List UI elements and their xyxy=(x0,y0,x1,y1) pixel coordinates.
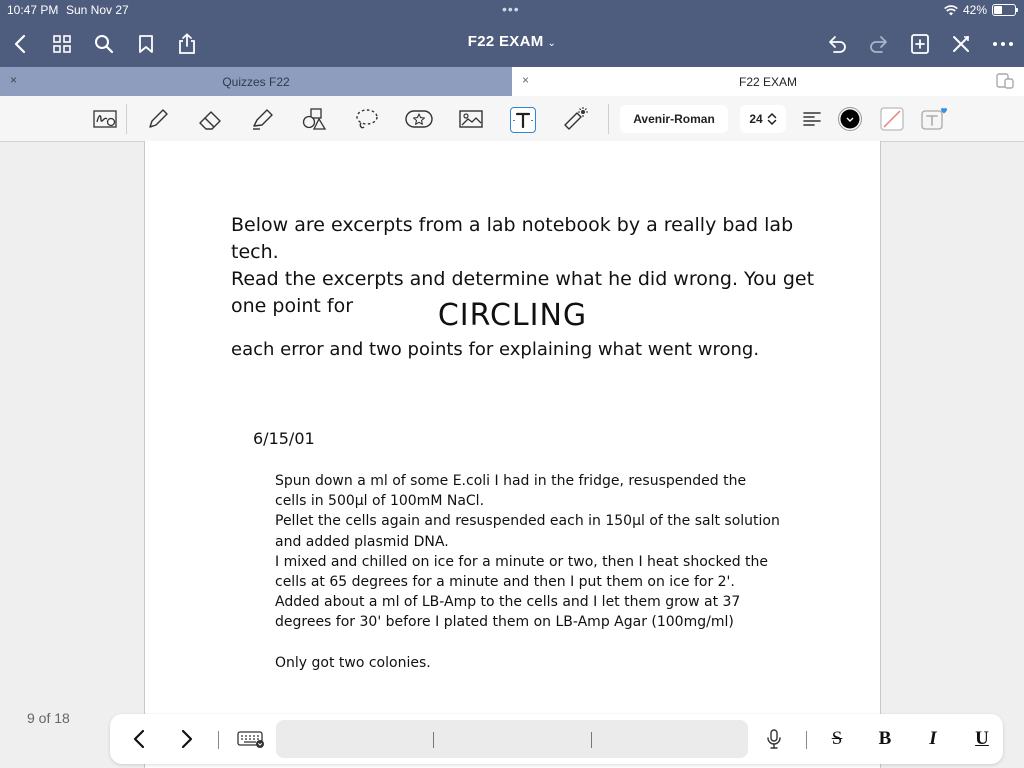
handwriting-zoom-icon[interactable] xyxy=(91,104,121,134)
instructions-continued: each error and two points for explaining what went wrong. xyxy=(231,339,760,360)
bar-divider xyxy=(218,731,219,749)
font-size-value: 24 xyxy=(749,112,763,126)
toolbar-divider xyxy=(126,104,127,134)
tab-bar xyxy=(0,67,1024,96)
toolbar-divider xyxy=(608,104,609,134)
text-style-icon[interactable] xyxy=(919,104,949,134)
instructions-line: Read the excerpts and determine what he did wrong. You get xyxy=(231,268,815,290)
eraser-icon[interactable] xyxy=(195,104,225,134)
lasso-icon[interactable] xyxy=(352,104,382,134)
suggestion-field[interactable] xyxy=(276,720,748,758)
tab-close-icon[interactable]: × xyxy=(522,73,530,87)
close-tools-icon[interactable] xyxy=(946,29,976,59)
notebook-excerpt xyxy=(275,471,795,673)
status-date: Sun Nov 27 xyxy=(66,3,129,17)
italic-button[interactable]: I xyxy=(929,728,937,749)
add-page-icon[interactable] xyxy=(905,29,935,59)
undo-icon[interactable] xyxy=(822,29,852,59)
notebook-line: and added plasmid DNA. xyxy=(275,533,449,550)
keyboard-icon[interactable] xyxy=(235,724,267,754)
image-icon[interactable] xyxy=(456,104,486,134)
notebook-line: I mixed and chilled on ice for a minute or two, then I heat shocked the xyxy=(275,553,769,570)
underline-button[interactable]: U xyxy=(975,728,989,749)
next-icon[interactable] xyxy=(174,724,200,754)
notebook-line: cells in 500µl of 100mM NaCl. xyxy=(275,493,485,510)
multitasking-dots-icon[interactable]: ••• xyxy=(502,1,520,17)
annotation-toolbar xyxy=(0,96,1024,142)
document-title-text: F22 EXAM xyxy=(467,33,544,50)
notebook-line: degrees for 30' before I plated them on LB-Amp Agar (100mg/ml) xyxy=(275,614,734,631)
wifi-icon xyxy=(944,5,958,16)
text-color-swatch[interactable] xyxy=(835,104,865,134)
status-right xyxy=(944,3,1016,17)
microphone-icon[interactable] xyxy=(762,724,786,754)
navigation-bar xyxy=(0,22,1024,67)
more-icon[interactable] xyxy=(988,29,1018,59)
notebook-line: Spun down a ml of some E.coli I had in the fridge, resuspended the xyxy=(275,473,747,489)
page-counter[interactable]: 9 of 18 xyxy=(27,710,70,726)
redo-icon[interactable] xyxy=(864,29,894,59)
tab-close-icon[interactable]: × xyxy=(10,73,18,87)
emphasis-heading: CIRCLING xyxy=(437,298,588,333)
tab-f22-exam[interactable] xyxy=(512,67,1024,96)
keyboard-shortcut-bar xyxy=(110,714,1003,764)
highlighter-icon[interactable] xyxy=(247,104,277,134)
battery-percent: 42% xyxy=(962,3,987,17)
battery-icon xyxy=(992,4,1016,16)
notebook-line: Pellet the cells again and resuspended each in 150µl of the salt solution xyxy=(275,513,780,530)
status-bar xyxy=(0,0,1024,22)
spacer xyxy=(275,633,795,653)
laser-pointer-icon[interactable] xyxy=(561,104,591,134)
font-name-selector[interactable]: Avenir-Roman xyxy=(620,105,728,133)
suggestion-divider xyxy=(591,732,592,748)
bar-divider xyxy=(806,731,807,749)
status-time: 10:47 PM xyxy=(7,3,59,17)
text-fill-none-icon[interactable] xyxy=(877,104,907,134)
font-size-stepper[interactable] xyxy=(740,105,786,133)
suggestion-divider xyxy=(433,732,434,748)
tab-quizzes-f22[interactable] xyxy=(0,67,512,96)
notebook-line: Added about a ml of LB-Amp to the cells and I let them grow at 37 xyxy=(275,594,741,611)
chevron-up-down-icon xyxy=(767,113,777,125)
bold-button[interactable]: B xyxy=(878,728,892,749)
shapes-icon[interactable] xyxy=(299,104,329,134)
previous-icon[interactable] xyxy=(126,724,152,754)
pen-icon[interactable] xyxy=(143,104,173,134)
notebook-conclusion: Only got two colonies. xyxy=(275,654,431,671)
tab-label: F22 EXAM xyxy=(738,74,798,89)
strikethrough-button[interactable]: S xyxy=(831,728,843,749)
chevron-down-icon: ⌄ xyxy=(547,38,557,49)
notebook-line: cells at 65 degrees for a minute and then I put them on ice for 2'. xyxy=(275,574,735,591)
notebook-date: 6/15/01 xyxy=(253,429,315,448)
split-view-icon[interactable] xyxy=(996,73,1014,92)
instructions-line: Below are excerpts from a lab notebook by a really bad lab tech. xyxy=(231,214,794,263)
tab-label: Quizzes F22 xyxy=(222,74,290,89)
text-tool-icon[interactable] xyxy=(510,107,536,133)
text-align-icon[interactable] xyxy=(797,104,827,134)
instructions-line: one point for xyxy=(231,295,354,317)
document-page[interactable] xyxy=(144,141,881,768)
sticker-icon[interactable] xyxy=(404,104,434,134)
